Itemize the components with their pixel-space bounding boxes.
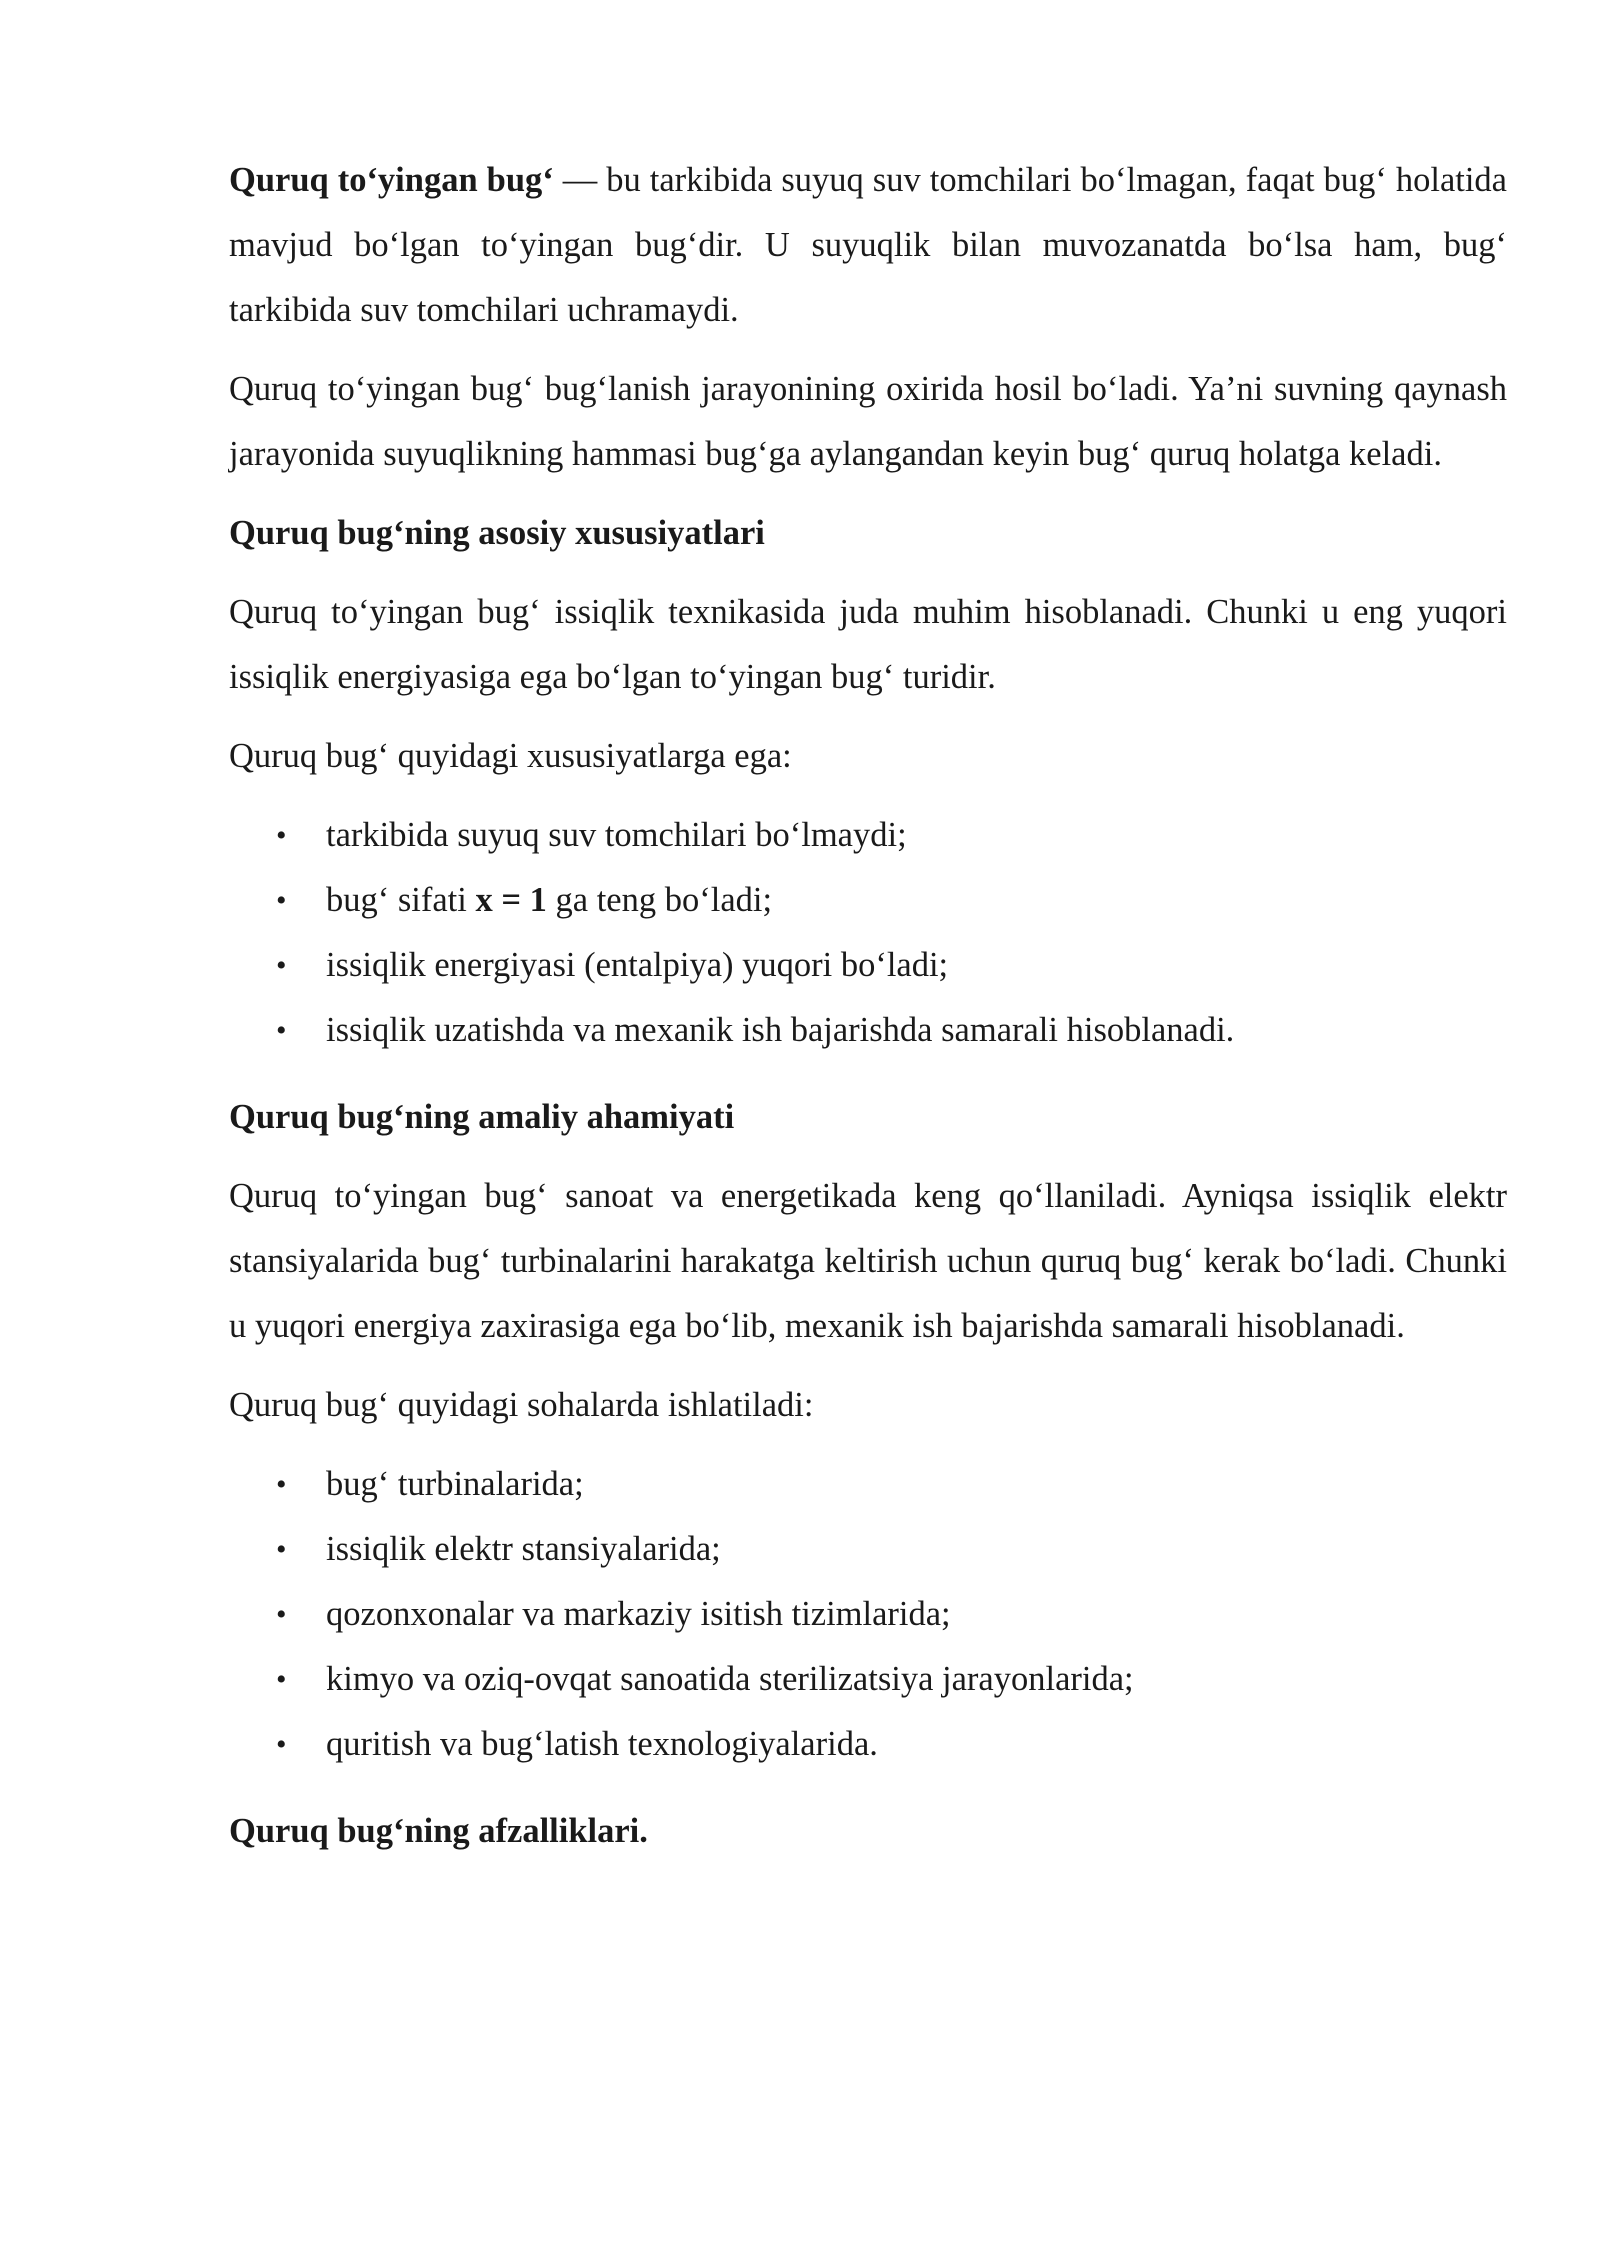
list-item: • quritish va bug‘latish texnologiyalarida. [229, 1712, 1507, 1777]
intro-term: Quruq to‘yingan bug‘ [229, 161, 554, 199]
bullet-icon: • [276, 884, 287, 917]
section-heading-properties: Quruq bug‘ning asosiy xususiyatlari [229, 514, 765, 552]
properties-list-intro: Quruq bug‘ quyidagi xususiyatlarga ega: [229, 737, 792, 775]
list-item: • bug‘ sifati x = 1 ga teng bo‘ladi; [229, 868, 1507, 933]
properties-list [229, 803, 1507, 1063]
bullet-icon: • [276, 1468, 287, 1501]
properties-paragraph: Quruq to‘yingan bug‘ issiqlik texnikasida juda muhim hisoblanadi. Chunki u eng yuqori issiqlik energiyasiga ega bo‘lgan to‘yingan bug‘ turidir. [229, 593, 1507, 696]
section-heading-practical: Quruq bug‘ning amaliy ahamiyati [229, 1098, 735, 1136]
practical-list-intro: Quruq bug‘ quyidagi sohalarda ishlatiladi: [229, 1386, 814, 1424]
bullet-icon: • [276, 1533, 287, 1566]
section-heading-advantages: Quruq bug‘ning afzalliklari. [229, 1812, 648, 1850]
applications-list [229, 1452, 1507, 1777]
list-item: • issiqlik energiyasi (entalpiya) yuqori bo‘ladi; [229, 933, 1507, 998]
list-item: • issiqlik uzatishda va mexanik ish bajarishda samarali hisoblanadi. [229, 998, 1507, 1063]
bullet-icon: • [276, 1663, 287, 1696]
bullet-icon: • [276, 819, 287, 852]
bullet-icon: • [276, 1728, 287, 1761]
list-item: • qozonxonalar va markaziy isitish tizimlarida; [229, 1582, 1507, 1647]
steam-quality-formula: x = 1 [475, 881, 547, 919]
list-item: • bug‘ turbinalarida; [229, 1452, 1507, 1517]
list-item: • kimyo va oziq-ovqat sanoatida sterilizatsiya jarayonlarida; [229, 1647, 1507, 1712]
list-item: • tarkibida suyuq suv tomchilari bo‘lmaydi; [229, 803, 1507, 868]
formation-paragraph: Quruq to‘yingan bug‘ bug‘lanish jarayonining oxirida hosil bo‘ladi. Ya’ni suvning qaynash jarayonida suyuqlikning hammasi bug‘ga aylangandan keyin bug‘ quruq holatga keladi. [229, 370, 1507, 473]
bullet-icon: • [276, 949, 287, 982]
intro-definition: — bu tarkibida suyuq suv tomchilari bo‘lmagan, faqat bug‘ holatida mavjud bo‘lgan to‘yingan bug‘dir. U suyuqlik bilan muvozanatda bo‘lsa ham, bug‘ tarkibida suv tomchilari uchramaydi. [229, 161, 1507, 329]
list-item: • issiqlik elektr stansiyalarida; [229, 1517, 1507, 1582]
bullet-icon: • [276, 1014, 287, 1047]
practical-paragraph: Quruq to‘yingan bug‘ sanoat va energetikada keng qo‘llaniladi. Ayniqsa issiqlik elektr stansiyalarida bug‘ turbinalarini harakatga keltirish uchun quruq bug‘ kerak bo‘ladi. Chunki u yuqori energiya zaxirasiga ega bo‘lib, mexanik ish bajarishda samarali hisoblanadi. [229, 1177, 1507, 1345]
bullet-icon: • [276, 1598, 287, 1631]
intro-paragraph [229, 148, 1507, 343]
document-page [229, 148, 1507, 1878]
